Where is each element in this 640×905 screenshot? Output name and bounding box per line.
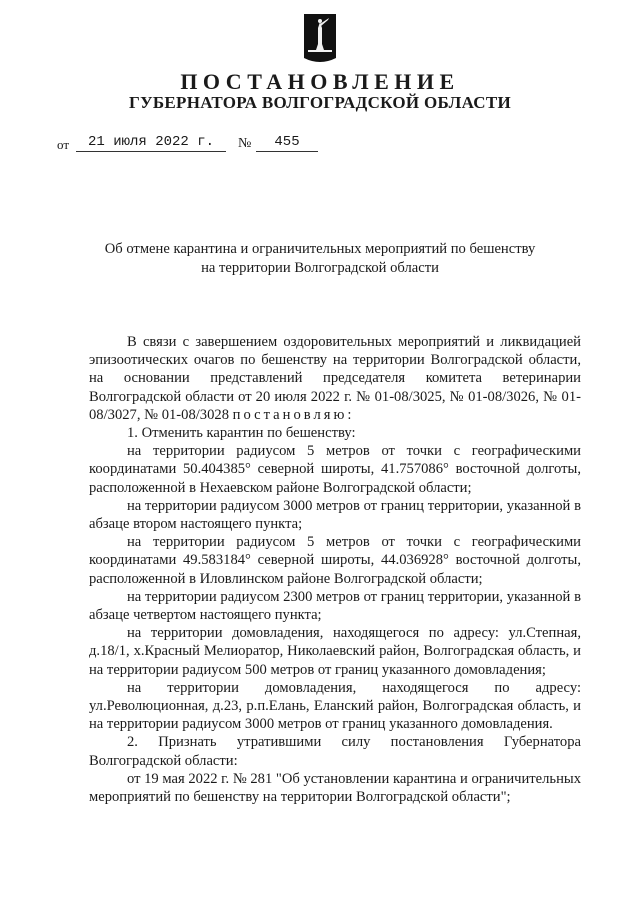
body-paragraph: на территории домовладения, находящегося по адресу: ул.Революционная, д.23, р.п.Елань, Еланский район, Волгоградская область, и на территории радиусом 3000 метров от границ указанного домовладения. [89,679,581,733]
resolve-word: постановляю: [232,406,355,423]
document-type-title: ПОСТАНОВЛЕНИЕ [180,69,460,94]
body-paragraph: на территории радиусом 2300 метров от границ территории, указанной в абзаце четвертом настоящего пункта; [89,588,581,624]
intro-text: В связи с завершением оздоровительных мероприятий и ликвидацией эпизоотических очагов по бешенству на территории Волгоградской области, на основании представлений председателя комитета ветеринарии Волгоградской области от 20 июля 2022 г. № 01-08/3025, № 01-08/3026, № 01-08/3027, № 01-08/3028 [89,334,581,423]
document-number: 455 [256,134,318,152]
volgograd-emblem-icon [296,14,344,64]
document-date: 21 июля 2022 г. [76,134,226,152]
issuer-subtitle: ГУБЕРНАТОРА ВОЛГОГРАДСКОЙ ОБЛАСТИ [128,93,512,112]
body-paragraph: на территории радиусом 3000 метров от границ территории, указанной в абзаце втором настоящего пункта; [89,497,581,533]
body-paragraph: 2. Признать утратившими силу постановления Губернатора Волгоградской области: [89,734,581,769]
body-paragraph: на территории радиусом 5 метров от точки с географическими координатами 50.404385° северной широты, 41.757086° восточной долготы, расположенной в Нехаевском районе Волгоградской области; [89,443,581,496]
body-paragraph: на территории радиусом 5 метров от точки с географическими координатами 49.583184° северной широты, 44.036928° восточной долготы, расположенной в Иловлинском районе Волгоградской области; [89,534,581,587]
heading-line-1: Об отмене карантина и ограничительных мероприятий по бешенству [104,241,536,257]
body-paragraph: от 19 мая 2022 г. № 281 "Об установлении карантина и ограничительных мероприятий по бешенству на территории Волгоградской области"; [89,770,581,806]
date-from-label: от [57,137,70,152]
heading-line-2: на территории Волгоградской области [201,260,439,276]
body-paragraph-intro [89,333,581,424]
body-paragraph: на территории домовладения, находящегося по адресу: ул.Степная, д.18/1, х.Красный Мелиоратор, Николаевский район, Волгоградская область, и на территории радиусом 500 метров от границ указанного домовладения; [89,625,581,678]
document-heading [60,240,580,278]
body-paragraph: 1. Отменить карантин по бешенству: [127,425,356,442]
number-label: № [238,136,252,151]
document-body [89,333,581,806]
